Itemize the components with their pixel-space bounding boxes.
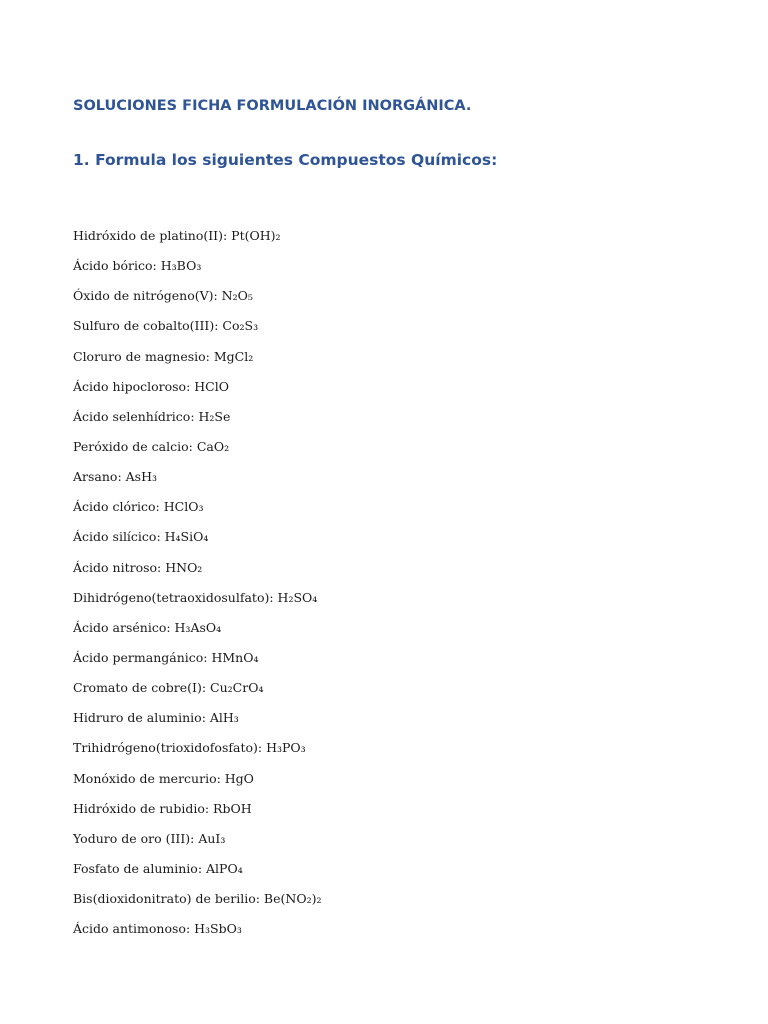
compound-item: Monóxido de mercurio: HgO — [73, 770, 254, 786]
compound-item: Dihidrógeno(tetraoxidosulfato): H₂SO₄ — [73, 589, 318, 605]
compound-item: Fosfato de aluminio: AlPO₄ — [73, 860, 243, 876]
compound-item: Hidróxido de platino(II): Pt(OH)₂ — [73, 228, 281, 243]
compound-item: Ácido permangánico: HMnO₄ — [73, 649, 259, 665]
compound-item: Ácido bórico: H₃BO₃ — [73, 258, 202, 274]
compound-item: Yoduro de oro (III): AuI₃ — [73, 830, 226, 846]
document-title: SOLUCIONES FICHA FORMULACIÓN INORGÁNICA. — [73, 98, 472, 114]
compound-item: Ácido antimonoso: H₃SbO₃ — [73, 921, 242, 937]
compound-item: Hidróxido de rubidio: RbOH — [73, 800, 252, 816]
compound-item: Bis(dioxidonitrato) de berilio: Be(NO₂)₂ — [73, 891, 322, 907]
compound-item: Trihidrógeno(trioxidofosfato): H₃PO₃ — [73, 740, 306, 756]
compound-item: Arsano: AsH₃ — [73, 469, 157, 485]
section-heading: 1. Formula los siguientes Compuestos Químicos: — [73, 151, 498, 169]
compound-item: Cloruro de magnesio: MgCl₂ — [73, 348, 254, 364]
compound-item: Peróxido de calcio: CaO₂ — [73, 438, 230, 454]
compound-item: Ácido selenhídrico: H₂Se — [73, 408, 231, 424]
compound-item: Ácido silícico: H₄SiO₄ — [73, 529, 209, 545]
compound-item: Ácido nitroso: HNO₂ — [73, 559, 203, 575]
compound-item: Ácido clórico: HClO₃ — [73, 499, 204, 515]
compound-item: Ácido hipocloroso: HClO — [73, 378, 229, 394]
compound-item: Sulfuro de cobalto(III): Co₂S₃ — [73, 318, 259, 334]
compound-item: Hidruro de aluminio: AlH₃ — [73, 710, 239, 726]
compound-list — [73, 224, 321, 947]
compound-item: Óxido de nitrógeno(V): N₂O₅ — [73, 288, 253, 304]
compound-item: Ácido arsénico: H₃AsO₄ — [73, 619, 222, 635]
compound-item: Cromato de cobre(I): Cu₂CrO₄ — [73, 680, 264, 696]
